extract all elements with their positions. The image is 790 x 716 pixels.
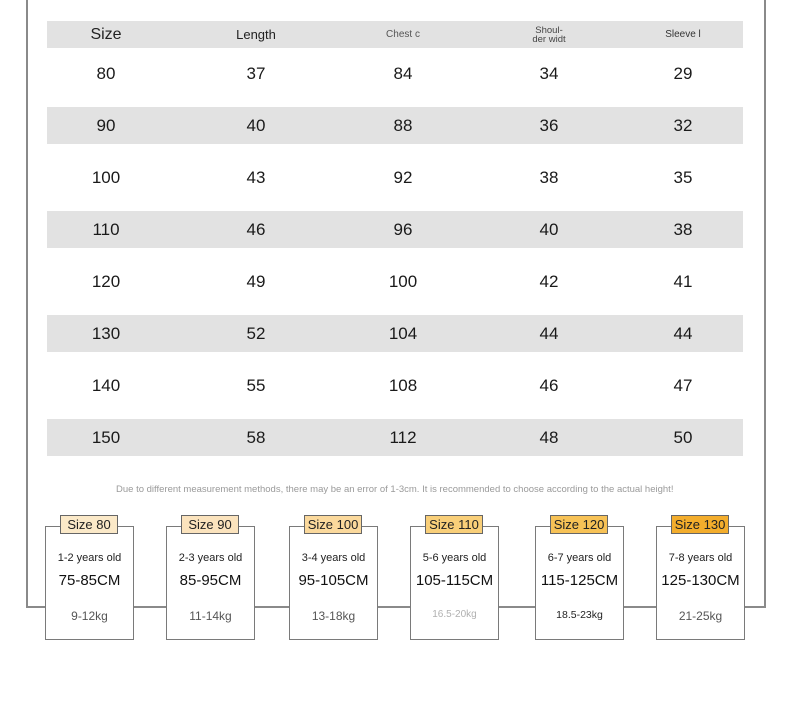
- cell-length: 58: [246, 427, 266, 447]
- weight-range: 21-25kg: [678, 609, 723, 623]
- cell-chest: 104: [388, 323, 418, 343]
- size-card: [45, 517, 134, 640]
- cell-sleeve: 44: [673, 323, 693, 343]
- height-range: 75-85CM: [58, 572, 121, 589]
- header-size: Size: [90, 25, 122, 43]
- weight-range: 11-14kg: [189, 609, 232, 623]
- height-range: 105-115CM: [415, 572, 494, 589]
- cell-size: 130: [91, 323, 121, 343]
- header-length: Length: [236, 27, 276, 42]
- cell-shoulder: 48: [539, 427, 559, 447]
- cell-chest: 100: [388, 272, 418, 291]
- size-table: [47, 21, 743, 464]
- age-range: 2-3 years old: [178, 552, 243, 564]
- size-tag: Size 90: [181, 515, 239, 534]
- cell-length: 40: [246, 115, 266, 135]
- age-range: 7-8 years old: [668, 552, 733, 564]
- cell-sleeve: 32: [673, 115, 693, 135]
- height-range: 115-125CM: [540, 572, 619, 589]
- size-card: [289, 517, 378, 640]
- weight-range: 16.5-20kg: [432, 609, 477, 620]
- size-tag: Size 130: [671, 515, 729, 534]
- height-range: 95-105CM: [298, 572, 369, 589]
- cell-chest: 92: [393, 168, 413, 187]
- cell-length: 55: [246, 376, 266, 395]
- table-header: [47, 21, 743, 48]
- cell-sleeve: 29: [673, 64, 693, 83]
- size-tag: Size 100: [304, 515, 362, 534]
- cell-size: 140: [91, 376, 121, 395]
- table-row: [47, 360, 743, 412]
- size-card: [410, 517, 499, 640]
- table-row: [47, 48, 743, 100]
- age-range: 1-2 years old: [57, 552, 122, 564]
- header-sleeve: Sleeve l: [665, 29, 701, 40]
- cell-length: 37: [246, 64, 266, 83]
- cell-chest: 84: [393, 64, 413, 83]
- table-row: [47, 256, 743, 308]
- table-row: [47, 107, 743, 144]
- cell-chest: 96: [393, 219, 413, 239]
- age-range: 5-6 years old: [422, 552, 487, 564]
- cell-shoulder: 40: [539, 219, 559, 239]
- weight-range: 18.5-23kg: [556, 609, 603, 621]
- size-tag: Size 110: [425, 515, 483, 534]
- cell-size: 90: [96, 115, 116, 135]
- header-shoulder: Shoul- der widt: [532, 24, 566, 45]
- size-tag: Size 120: [550, 515, 608, 534]
- cell-size: 80: [96, 64, 116, 83]
- cell-size: 150: [91, 427, 121, 447]
- table-row: [47, 211, 743, 248]
- cell-sleeve: 41: [673, 272, 693, 291]
- size-tag: Size 80: [60, 515, 118, 534]
- weight-range: 9-12kg: [71, 609, 108, 623]
- table-body: [47, 48, 743, 456]
- cell-length: 43: [246, 168, 266, 187]
- cell-shoulder: 44: [539, 323, 559, 343]
- height-range: 85-95CM: [179, 572, 242, 589]
- cell-length: 46: [246, 219, 266, 239]
- cell-chest: 88: [393, 115, 413, 135]
- cell-shoulder: 38: [539, 168, 559, 187]
- cell-sleeve: 38: [673, 219, 693, 239]
- age-range: 6-7 years old: [547, 552, 612, 564]
- cell-chest: 112: [389, 427, 417, 447]
- cell-shoulder: 46: [539, 376, 559, 395]
- cell-sleeve: 50: [673, 427, 693, 447]
- cell-shoulder: 42: [539, 272, 559, 291]
- size-card: [535, 517, 624, 640]
- cell-size: 120: [91, 272, 121, 291]
- table-row: [47, 315, 743, 352]
- cell-size: 110: [92, 219, 120, 239]
- height-range: 125-130CM: [661, 572, 740, 589]
- age-range: 3-4 years old: [301, 552, 366, 564]
- measurement-note: Due to different measurement methods, there may be an error of 1-3cm. It is recommended to choose according to the actual height!: [116, 484, 674, 495]
- cell-sleeve: 47: [673, 376, 693, 395]
- header-chest: Chest c: [386, 29, 420, 40]
- cell-shoulder: 34: [539, 64, 559, 83]
- cell-size: 100: [91, 168, 121, 187]
- cell-chest: 108: [388, 376, 418, 395]
- size-card: [166, 517, 255, 640]
- cell-sleeve: 35: [673, 168, 693, 187]
- table-row: [47, 419, 743, 456]
- size-card: [656, 517, 745, 640]
- cell-shoulder: 36: [539, 115, 559, 135]
- cell-length: 52: [246, 323, 266, 343]
- weight-range: 13-18kg: [311, 609, 356, 623]
- table-row: [47, 152, 743, 204]
- cell-length: 49: [246, 272, 266, 291]
